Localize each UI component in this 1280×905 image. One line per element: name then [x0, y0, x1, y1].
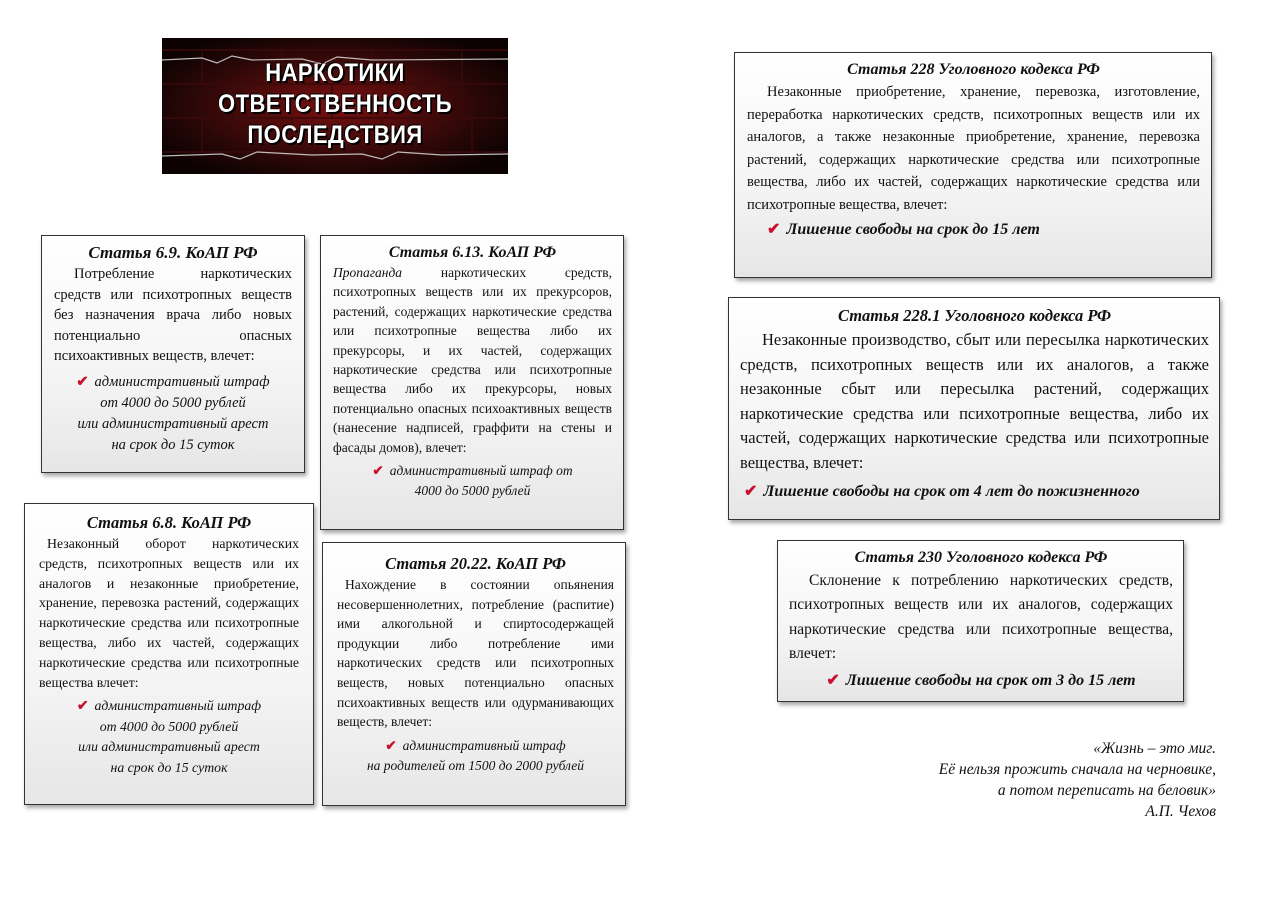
penalty-line: на срок до 15 суток — [110, 759, 228, 775]
card-body: Склонение к потреблению наркотических средств, психотропных веществ или их аналогов, содержащих наркотические средства или психотропные вещества, влечет: — [789, 572, 1173, 663]
chekhov-quote — [856, 738, 1216, 822]
penalty-line: от 4000 до 5000 рублей — [99, 718, 239, 734]
penalty-line: от 4000 до 5000 рублей — [100, 394, 246, 411]
card-article-228 — [734, 52, 1212, 278]
penalty-line — [789, 669, 1173, 693]
penalty-line — [39, 696, 299, 717]
banner-line: ОТВЕТСТВЕННОСТЬ — [218, 90, 452, 118]
card-body: Незаконный оборот наркотических средств, психотропных веществ или их аналогов и незаконные приобретение, хранение, перевозка растений, содержащих наркотические средства или психотропные вещества, либо их частей, содержащих наркотические средства или психотропные вещества влечет: — [39, 536, 299, 690]
banner-line: ПОСЛЕДСТВИЯ — [247, 121, 423, 149]
checkmark-icon: ✔ — [385, 737, 397, 753]
penalty-block — [337, 736, 614, 776]
penalty-line: или административный арест — [78, 739, 260, 755]
penalty-block — [54, 372, 292, 456]
title-banner — [162, 38, 508, 174]
penalty-text: Лишение свободы на срок от 4 лет до пожизненного — [763, 483, 1140, 500]
penalty-text: административный штраф от — [389, 463, 573, 479]
card-body: Потребление наркотических средств или психотропных веществ без назначения врача либо новых потенциально опасных психоактивных веществ, влечет: — [54, 266, 292, 364]
penalty-line: на родителей от 1500 до 2000 рублей — [366, 757, 585, 773]
card-article-6-9 — [41, 235, 305, 473]
penalty-text: Лишение свободы на срок до 15 лет — [786, 220, 1040, 238]
checkmark-icon: ✔ — [76, 698, 89, 714]
penalty-text: административный штраф — [94, 373, 270, 390]
checkmark-icon: ✔ — [76, 373, 89, 390]
penalty-line: на срок до 15 суток — [111, 436, 235, 453]
card-article-6-8 — [24, 503, 314, 805]
quote-line: а потом переписать на беловик» — [997, 782, 1216, 799]
card-article-228-1 — [728, 297, 1220, 520]
penalty-line — [747, 219, 1200, 242]
quote-line: Её нельзя прожить сначала на черновике, — [938, 761, 1216, 778]
card-body — [333, 263, 612, 457]
card-title: Статья 20.22. КоАП РФ — [385, 554, 566, 573]
quote-author: А.П. Чехов — [1145, 803, 1216, 820]
checkmark-icon: ✔ — [744, 483, 758, 500]
checkmark-icon: ✔ — [372, 463, 384, 479]
penalty-line — [54, 372, 292, 393]
card-article-6-13 — [320, 235, 624, 530]
card-article-20-22 — [322, 542, 626, 806]
card-body: Нахождение в состоянии опьянения несовершеннолетних, потребление (распитие) ими алкогольной и спиртосодержащей продукции либо потребление ими наркотических средств или психотропных веществ, новых потенциально опасных психоактивных веществ или одурманивающих веществ, влечет: — [337, 577, 614, 730]
card-body: Незаконные приобретение, хранение, перевозка, изготовление, переработка наркотических средств, психотропных веществ или их аналогов, а также незаконные приобретение, хранение, перевозка растений, содержащих наркотические средства или психотропные вещества, либо их частей, содержащих наркотические средства или психотропные вещества, влечет: — [747, 84, 1200, 213]
card-body: Незаконные производство, сбыт или пересылка наркотических средств, психотропных веществ или их аналогов, а также незаконные сбыт или пересылка растений, содержащих наркотические средства или психотропные вещества, либо их частей, содержащих наркотические средства или психотропные вещества, влечет: — [740, 330, 1209, 472]
card-body-lead: Пропаганда — [333, 265, 403, 280]
card-body-text: наркотических средств, психотропных веществ или их прекурсоров, растений, содержащих наркотические средства или психотропные вещества либо их прекурсоры, и их частей, содержащих наркотические средства или психотропные вещества либо их прекурсоры, новых потенциально опасных психоактивных веществ (нанесение надписей, граффити на стены и фасады домов), влечет: — [333, 265, 612, 455]
banner-line: НАРКОТИКИ — [265, 59, 405, 87]
card-title: Статья 230 Уголовного кодекса РФ — [854, 549, 1108, 566]
quote-line: «Жизнь – это миг. — [1093, 740, 1216, 757]
banner-title — [183, 58, 487, 151]
penalty-text: Лишение свободы на срок от 3 до 15 лет — [845, 671, 1136, 689]
card-title: Статья 6.9. КоАП РФ — [88, 243, 258, 262]
penalty-line — [740, 480, 1209, 505]
penalty-line: или административный арест — [77, 415, 269, 432]
penalty-line — [333, 461, 612, 481]
penalty-line — [337, 736, 614, 756]
card-title: Статья 6.8. КоАП РФ — [86, 513, 252, 532]
card-title: Статья 228 Уголовного кодекса РФ — [847, 61, 1100, 78]
card-title: Статья 6.13. КоАП РФ — [388, 244, 557, 261]
penalty-text: административный штраф — [94, 698, 262, 714]
card-title: Статья 228.1 Уголовного кодекса РФ — [837, 306, 1112, 325]
checkmark-icon: ✔ — [826, 671, 840, 689]
penalty-line: 4000 до 5000 рублей — [414, 483, 531, 499]
penalty-block — [333, 461, 612, 501]
card-article-230 — [777, 540, 1184, 702]
penalty-block — [39, 696, 299, 778]
checkmark-icon: ✔ — [767, 220, 781, 238]
penalty-text: административный штраф — [402, 737, 566, 753]
